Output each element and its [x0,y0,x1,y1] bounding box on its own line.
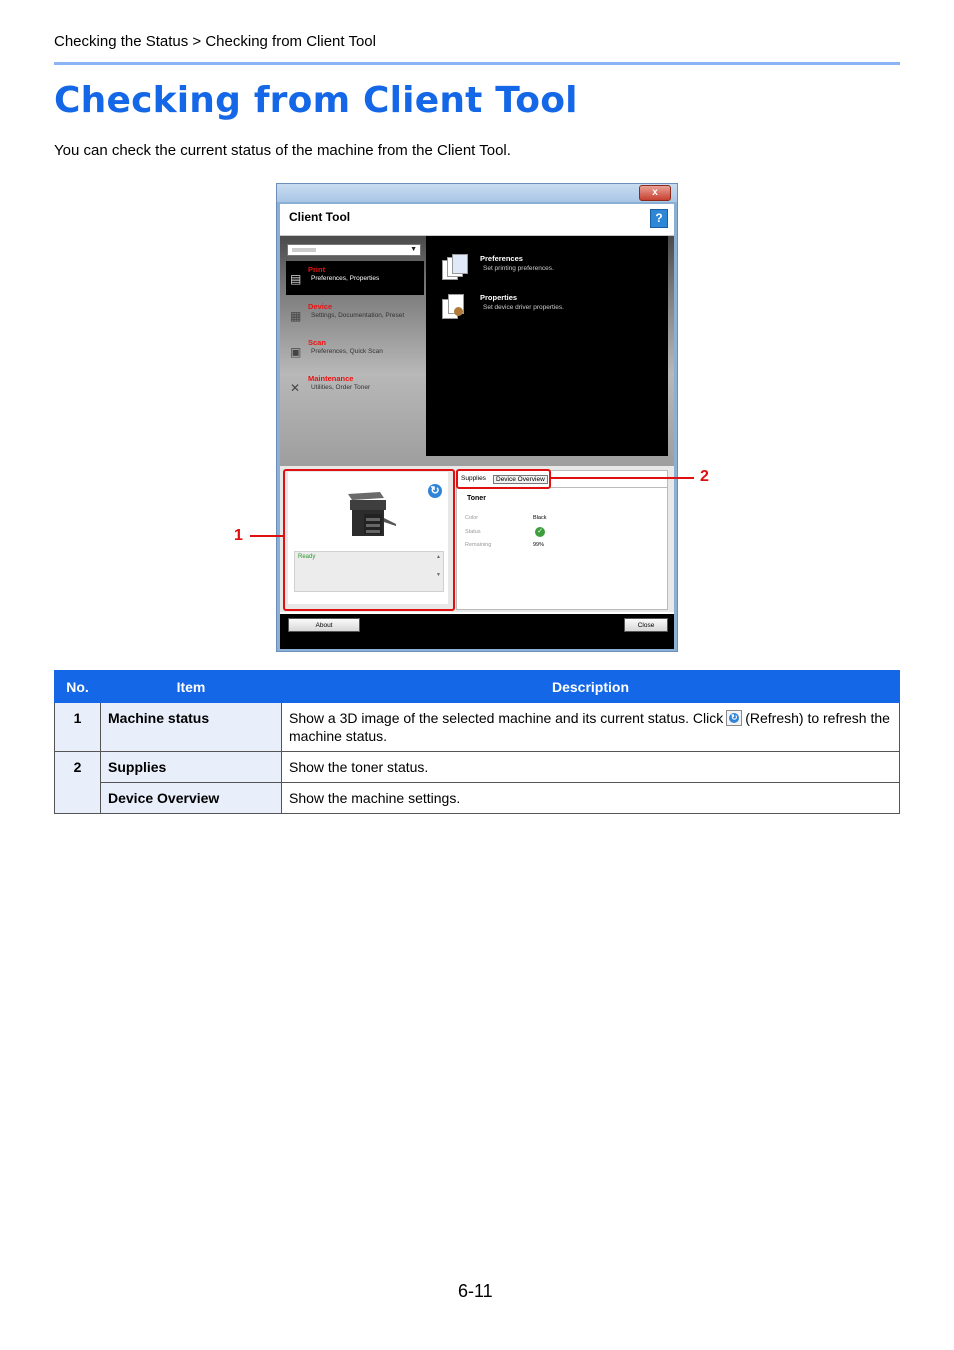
tools-icon: ✕ [290,381,301,395]
callout-number-1: 1 [234,527,243,544]
intro-paragraph: You can check the current status of the machine from the Client Tool. [54,142,511,159]
refresh-icon: ↻ [726,710,742,726]
item-description-table [54,670,900,814]
row-description: Show the machine settings. [282,783,900,814]
printer-icon: ▤ [290,272,302,286]
app-header [280,204,674,236]
window-close-button[interactable]: x [639,185,671,201]
option-properties-title[interactable]: Properties [480,293,518,302]
preferences-icon[interactable] [442,254,468,280]
help-icon[interactable]: ? [650,209,668,228]
refresh-icon[interactable]: ↻ [428,484,442,498]
tab-supplies[interactable]: Supplies [461,475,486,482]
app-main [280,236,674,466]
supply-value: 99% [533,542,545,548]
sidebar-item-sublabel: Preferences, Quick Scan [311,348,383,355]
close-button[interactable]: Close [624,618,668,632]
callout-box-1 [283,469,455,611]
table-row [55,703,900,752]
row-description [282,703,900,752]
device-icon: ▦ [290,309,302,323]
description-text: (Refresh) to refresh the machine status. [289,710,890,744]
app-title: Client Tool [289,210,351,224]
callout-line-1 [250,535,284,537]
options-panel [426,236,668,456]
column-header-item: Item [101,671,282,703]
table-row [55,783,900,814]
status-text: Ready [298,554,316,560]
chevron-down-icon: ▼ [410,246,417,253]
app-footer [280,614,674,649]
sidebar-item-device[interactable] [286,298,424,332]
sidebar-item-label: Maintenance [308,374,354,383]
table-row [55,752,900,783]
description-text: Show a 3D image of the selected machine and its current status. Click [289,710,724,726]
window-titlebar [277,184,677,202]
supply-key: Remaining [465,542,492,548]
supply-key: Status [465,529,481,535]
supplies-panel [456,470,668,610]
option-properties-sub: Set device driver properties. [483,304,564,311]
row-item: Machine status [101,703,282,752]
about-button[interactable]: About [288,618,360,632]
properties-icon[interactable] [442,293,468,319]
option-preferences-sub: Set printing preferences. [483,265,554,272]
status-scrollbar[interactable]: ▲ ▼ [436,554,441,578]
toner-heading: Toner [467,495,486,502]
column-header-description: Description [282,671,900,703]
tab-device-overview[interactable]: Device Overview [493,475,548,484]
row-number: 2 [55,752,101,814]
table-header-row [55,671,900,703]
row-item: Device Overview [101,783,282,814]
page-number: 6-11 [458,1281,493,1301]
row-description: Show the toner status. [282,752,900,783]
sidebar-item-print[interactable] [286,261,424,295]
sidebar-item-sublabel: Settings, Documentation, Preset [311,312,405,319]
sidebar-item-label: Print [308,265,326,274]
supply-key: Color [465,515,479,521]
sidebar-item-label: Device [308,302,333,311]
device-select[interactable] [287,244,421,256]
callout-line-2 [551,477,694,479]
option-preferences-title[interactable]: Preferences [480,254,523,263]
row-item: Supplies [101,752,282,783]
supply-value: Black [533,515,547,521]
callout-box-2 [456,469,551,489]
sidebar-item-sublabel: Utilities, Order Toner [311,384,371,391]
sidebar-item-scan[interactable] [286,334,424,368]
sidebar-item-maintenance[interactable] [286,370,424,404]
sidebar-item-sublabel: Preferences, Properties [311,275,380,282]
sidebar-item-label: Scan [308,338,326,347]
header-rule [54,62,900,65]
row-number: 1 [55,703,101,752]
select-value-placeholder [292,248,316,252]
scan-icon: ▣ [290,345,302,359]
status-ok-icon: ✓ [535,527,545,537]
breadcrumb: Checking the Status > Checking from Client Tool [54,33,376,50]
callout-number-2: 2 [700,468,709,485]
page-title: Checking from Client Tool [54,80,578,121]
column-header-no: No. [55,671,101,703]
